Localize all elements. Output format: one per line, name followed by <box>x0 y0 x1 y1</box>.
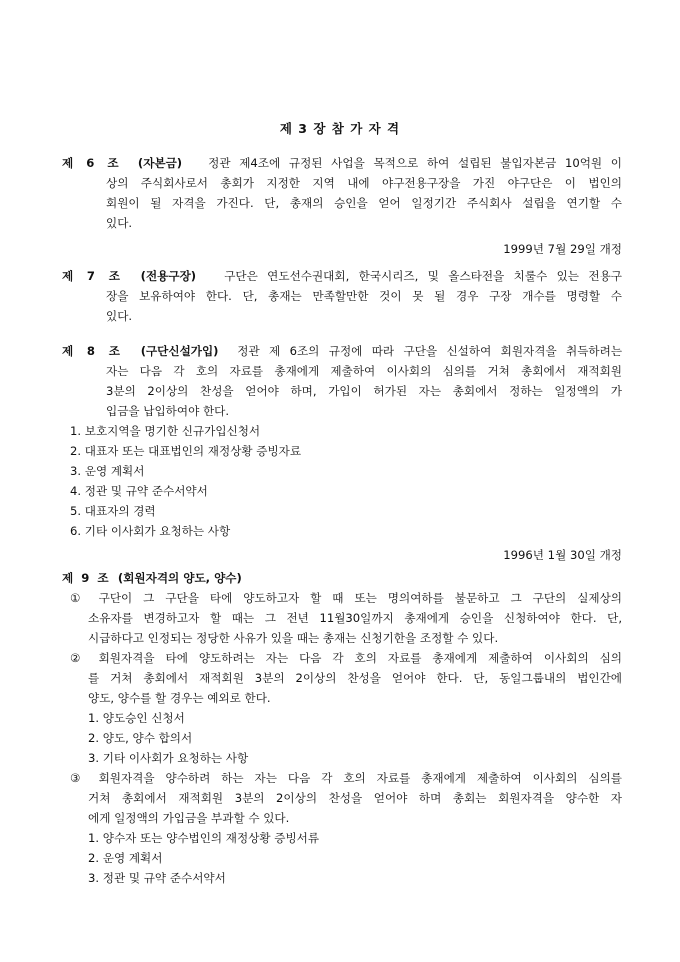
article-8-line-4: 입금을 납입하여야 한다. <box>106 404 230 418</box>
article-9-para-2-line-1 <box>62 648 622 668</box>
article-9-para-3-line-3: 에게 일정액의 가입금을 부과할 수 있다. <box>88 811 290 825</box>
article-6-text-1: 정관 제4조에 규정된 사업을 목적으로 하여 설립된 불입자본금 10억원 이 <box>208 156 622 170</box>
article-6-line-2: 상의 주식회사로서 총회가 지정한 지역 내에 야구전용구장을 가진 야구단은 이 법인의 <box>106 176 622 190</box>
article-6-number: 제 6 조 <box>62 156 121 170</box>
article-6 <box>62 153 622 259</box>
article-9-para-3-item-3: 3. 정관 및 규약 준수서약서 <box>88 871 226 885</box>
article-9-para-2-line-3: 양도, 양수를 할 경우는 예외로 한다. <box>88 691 271 705</box>
article-8-line-3: 3분의 2이상의 찬성을 얻어야 하며, 가입이 허가된 자는 총회에서 정하는 일정액의 가 <box>106 384 622 398</box>
article-8-text-1: 정관 제 6조의 규정에 따라 구단을 신설하여 회원자격을 취득하려는 <box>237 344 622 358</box>
article-7 <box>62 266 622 326</box>
article-7-line-3: 있다. <box>106 309 133 323</box>
article-9-heading: (회원자격의 양도, 양수) <box>117 571 242 585</box>
article-8-item-3: 3. 운영 계획서 <box>70 464 145 478</box>
article-8-item-2: 2. 대표자 또는 대표법인의 재정상황 증빙자료 <box>70 444 302 458</box>
article-9-para-1-line-1 <box>62 588 622 608</box>
article-6-line-1 <box>62 153 622 173</box>
article-7-number: 제 7 조 <box>62 269 122 283</box>
article-9-para-3-line-2: 거쳐 총회에서 재적회원 3분의 2이상의 찬성을 얻어야 하며 총회는 회원자격을 양수한 자 <box>88 791 622 805</box>
para-3-text-1: 회원자격을 양수하려 하는 자는 다음 각 호의 자료를 총재에게 제출하여 이사회의 심의를 <box>98 771 622 785</box>
article-8-line-2: 자는 다음 각 호의 자료를 총재에게 제출하여 이사회의 심의를 거쳐 총회에서 재적회원 <box>106 364 622 378</box>
article-9-para-2-line-2: 를 거쳐 총회에서 재적회원 3분의 2이상의 찬성을 얻어야 한다. 단, 동일그룹내의 법인간에 <box>88 671 622 685</box>
article-6-amendment: 1999년 7월 29일 개정 <box>503 242 622 256</box>
article-8 <box>62 341 622 565</box>
para-3-marker: ③ <box>70 771 88 785</box>
article-8-item-5: 5. 대표자의 경력 <box>70 504 156 518</box>
para-2-marker: ② <box>70 651 88 665</box>
article-6-line-4: 있다. <box>106 216 133 230</box>
article-7-line-2: 장을 보유하여야 한다. 단, 총재는 만족할만한 것이 못 될 경우 구장 개수를 명령할 수 <box>106 289 622 303</box>
article-7-heading: (전용구장) <box>140 269 197 283</box>
article-8-number: 제 8 조 <box>62 344 122 358</box>
article-8-item-6: 6. 기타 이사회가 요청하는 사항 <box>70 524 231 538</box>
article-9-para-3-line-1 <box>62 768 622 788</box>
article-9-para-2-item-1: 1. 양도승인 신청서 <box>88 711 185 725</box>
article-7-line-1 <box>62 266 622 286</box>
article-8-heading: (구단신설가입) <box>140 344 219 358</box>
article-8-item-1: 1. 보호지역을 명기한 신규가입신청서 <box>70 424 261 438</box>
article-6-heading: (자본금) <box>137 156 183 170</box>
article-9-number: 제 9 조 <box>62 571 111 585</box>
article-9-heading-line <box>62 568 622 588</box>
article-9-para-2-item-2: 2. 양도, 양수 합의서 <box>88 731 193 745</box>
article-8-line-1 <box>62 341 622 361</box>
para-1-text-1: 구단이 그 구단을 타에 양도하고자 할 때 또는 명의여하를 불문하고 그 구단의 실제상의 <box>98 591 622 605</box>
para-2-text-1: 회원자격을 타에 양도하려는 자는 다음 각 호의 자료를 총재에게 제출하여 이사회의 심의 <box>98 651 622 665</box>
article-9-para-3-item-2: 2. 운영 계획서 <box>88 851 163 865</box>
article-9 <box>62 568 622 888</box>
para-1-marker: ① <box>70 591 88 605</box>
article-9-para-2-item-3: 3. 기타 이사회가 요청하는 사항 <box>88 751 249 765</box>
chapter-title: 제 3 장 참 가 자 격 <box>279 121 401 136</box>
article-7-text-1: 구단은 연도선수권대회, 한국시리즈, 및 올스타전을 치룰수 있는 전용구 <box>224 269 622 283</box>
article-6-line-3: 회원이 될 자격을 가진다. 단, 총재의 승인을 얻어 일정기간 주식회사 설립을 연기할 수 <box>106 196 622 210</box>
article-9-para-1-line-2: 소유자를 변경하고자 할 때는 그 전년 11월30일까지 총재에게 승인을 신청하여야 한다. 단, <box>88 611 622 625</box>
article-9-para-1-line-3: 시급하다고 인정되는 정당한 사유가 있을 때는 총재는 신청기한을 조정할 수 있다. <box>88 631 499 645</box>
article-8-amendment: 1996년 1월 30일 개정 <box>503 548 622 562</box>
article-8-item-4: 4. 정관 및 규약 준수서약서 <box>70 484 208 498</box>
article-9-para-3-item-1: 1. 양수자 또는 양수법인의 재정상황 증빙서류 <box>88 831 320 845</box>
